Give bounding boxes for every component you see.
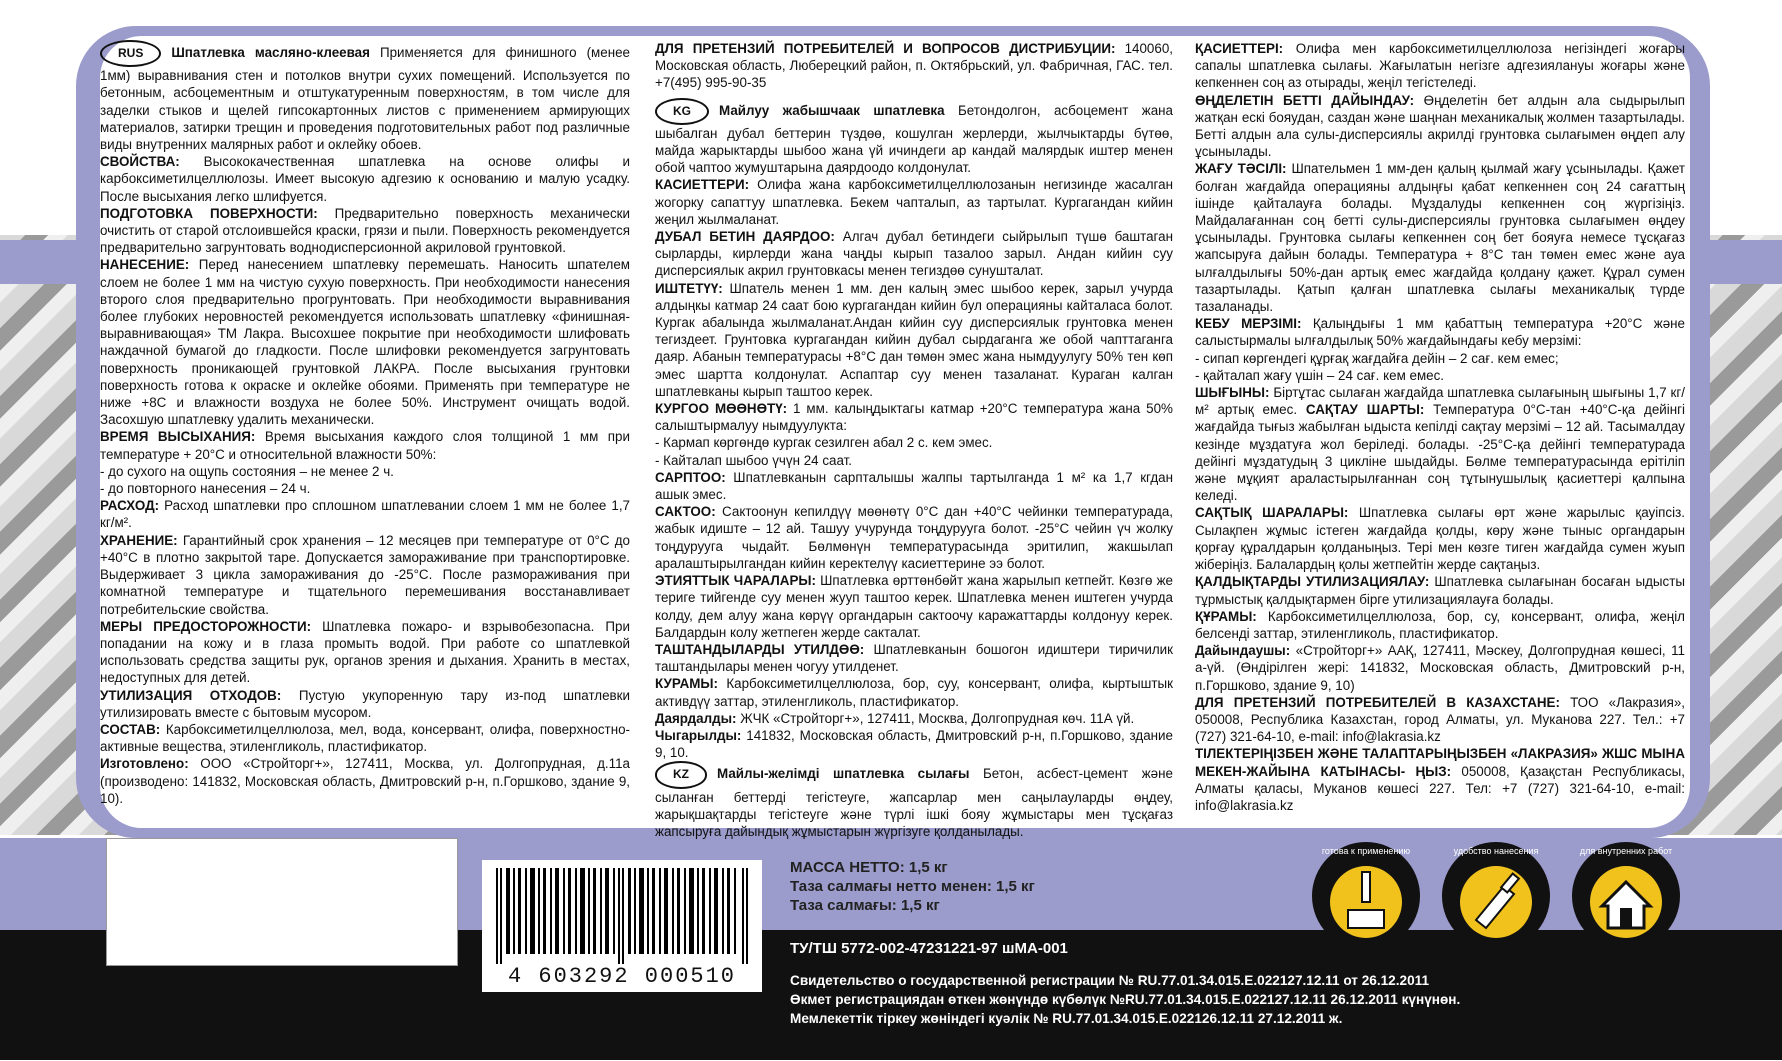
rus-store-text: Гарантийный срок хранения – 12 месяцев при температуре от 0°С до +40°С в плотно закрытой таре. Допускается замораживание при транспортировке. Выдерживает 3 цикла замораживания до -25°С. После размораживания при комнатной температуре и тщательного перемешивания восстанавливает потребительские свойства. [100, 532, 630, 617]
kz-title-line [655, 761, 1173, 840]
mass-ru: МАССА НЕТТО: 1,5 кг [790, 859, 948, 876]
kz-dry-heading: КЕБУ МЕРЗІМІ: [1195, 316, 1302, 332]
rus-apply-text: Перед нанесением шпатлевку перемешать. Наносить шпателем слоем не более 1 мм на чистую сухую поверхность. При необходимости нанесения второго слоя предварительно прогрунтовать. При необходимости выравнивания более глубоких неровностей рекомендуется использовать шпатлевку «финишная-выравнивающая» ТМ Лакра. Высохшее покрытие при необходимости шлифовать наждачной бумагой до гладкости. После шлифовки рекомендуется загрунтовать поверхность проникающей грунтовкой ЛАКРА. После высыхания грунтовки поверхность готова к окраске и оклейке обоями. Применять при температуре не ниже +8С и влажности воздуха не более 50%. Инструмент очищать водой. Засохшую шпатлевку удалить механически. [100, 257, 630, 428]
kz-props-text: Олифа мен карбоксиметилцеллюлоза негізіндегі жоғары сапалы шпатлевка сылағы. Жағылатын негізге адгезиялануы жоғары және кепкеннен соң аз отырады, жеңіл тегістеледі. [1195, 41, 1685, 91]
kz-made-text: «Стройторг+» ААҚ, 127411, Мәскеу, Долгопрудная көшесі, 11 а-үй. (Өндірілген жері: 141832, Московская область, Дмитровский р-н, п.Горшково, здание 9, 10) [1195, 643, 1685, 693]
blank-box [106, 838, 458, 966]
kg-intro: Бетондолгон, асбоцемент жана шыбалган дубал беттерин түздөө, кошулган жерлерди, жылчыктарды бүтөө, майда жарыктарды шыбоо жана үй ичиндеги ар кандай малярдык иштер менен обой чаптоо жумуштарына даярдоодо колдонулат. [655, 102, 1173, 176]
col-rus [100, 40, 630, 807]
mass-kg: Таза салмағы нетто менен: 1,5 кг [790, 878, 1035, 895]
kz-prep-heading: ӨҢДЕЛЕТІН БЕТТІ ДАЙЫНДАУ: [1195, 92, 1415, 108]
rus-cons-heading: РАСХОД: [100, 498, 160, 514]
kg-store-text: Сактоонун кепилдүү мөөнөтү 0°С дан +40°С чейинки температурада, жабык идиште – 12 ай. Ташуу учурунда тоңдурууга болот. -25°С чейин үч жолку тоңдурууга чыдайт. Бөлмөнүн температурасында эритилип, жакшылап аралаштырылгандан кийин керектелүү касиеттерине ээ болот. [655, 504, 1173, 571]
rus-made-text: ООО «Стройторг+», 127411, Москва, ул. Долгопрудная, д.11а (производено: 141832, Московская область, Дмитровский р-н, п.Горшково, здание 9, 10). [100, 756, 630, 806]
kg-safe [655, 572, 1173, 641]
kz-comp-text: Карбоксиметилцеллюлоза, бор, су, консервант, олифа, жеңіл белсенді заттар, этиленгликоль, пластификатор. [1195, 608, 1685, 641]
kz-dry [1195, 315, 1685, 349]
kg-props-text: Олифа жана карбоксиметилцеллюлозанын негизинде жасалган жогорку сапаттуу шпатлевка. Бекем чапталып, аз тартылат. Кургагандан кийин жеңил жылмаланат. [655, 177, 1173, 227]
rus-disp-heading: УТИЛИЗАЦИЯ ОТХОДОВ: [100, 687, 282, 703]
kz-safe [1195, 504, 1685, 573]
kz-claims-heading: ДЛЯ ПРЕТЕНЗИЙ ПОТРЕБИТЕЛЕЙ В КАЗАХСТАНЕ: [1195, 694, 1560, 710]
rus-prep-text: Предварительно поверхность механически очистить от старой отслоившейся краски, грязи и пыли. Поверхность рекомендуется предварительно загрунтовать воднодисперсионной акриловой грунтовкой. [100, 205, 630, 256]
kz-disp [1195, 573, 1685, 607]
kz-dry2: - қайталап жағу үшін – 24 сағ. кем емес. [1195, 367, 1445, 383]
rus-comp-heading: СОСТАВ: [100, 721, 161, 737]
rus-prep-heading: ПОДГОТОВКА ПОВЕРХНОСТИ: [100, 205, 318, 221]
rus-prep [100, 205, 630, 257]
kz-comp [1195, 608, 1685, 642]
kg-apply-text: Шпатель менен 1 мм. ден калың эмес шыбоо керек, зарыл учурда алдыңкы катмар 24 саат бою кургагандан кийин бул операцияны кайталаса болот. Кургак абалында жылмаланат.Андан кийин суу дисперсиялык грунтовка менен тегиздеет. Грунтовка кургагандан кийин дубал сырдаганга же обой чапттаганга даяр. Абанын температурасы +8°С дан төмөн эмес жана нымдуулугу 50% тен көп эмес шартта колдонулат. Аспаптар суу менен тазаланат. Кураган калган шпатлевканы кырып таштоо керек. [655, 280, 1173, 399]
barcode [482, 860, 762, 992]
rus-made [100, 755, 630, 807]
kg-props [655, 176, 1173, 228]
kz-props [1195, 40, 1685, 92]
ready-to-use-icon [1310, 840, 1422, 952]
kg-apply [655, 280, 1173, 400]
kz-prep-text: Өңделетін бет алдын ала сыдырылып жатқан ескі бояудан, саздан және шаңнан механикалық жолмен тазартылады. Бетті алдын ала сулы-дисперсиялы акрилді грунтовка сылағымен өңдеп алу ұсынылады. [1195, 92, 1685, 160]
rus-safe [100, 618, 630, 687]
kz-dry-text: Қалыңдығы 1 мм қабаттың температура +20°С және салыстырмалы ылғалдылық 50% жағдайындағы кебу мерзімі: [1195, 316, 1685, 349]
kz-intro: Бетон, асбест-цемент және сыланған беттерді тегістеуге, жапсарлар мен саңылауларды өңдеу, жарықшақтарды тегістеуге және түрлі ішкі бояу жұмыстары мен тұсқағаз жапсыруға дайындық жұмыстарын жүргізуге қолданылады. [655, 766, 1173, 839]
kz-claims2-heading: ТІЛЕКТЕРІҢІЗБЕН ЖӘНЕ ТАЛАПТАРЫҢЫЗБЕН «ЛАКРАЗИЯ» ЖШС МЫНА МЕКЕН-ЖАЙЫНА КАТЫНАСЫ- ҢЫЗ: [1195, 746, 1685, 779]
kg-title-line [655, 98, 1173, 177]
rus-intro: Применяется для финишного (менее 1мм) выравнивания стен и потолков внутри сухих помещений. Используется по бетонным, асбоцементным и отштукатуренным поверхностям, в том числе для заделки стыков и щелей гипсокартонных листов с применением армирующих материалов, затирки трещин и проведения подготовительных работ под различные виды внутренних малярных работ и оклейку обоев. [100, 45, 630, 153]
mass-kz: Таза салмағы: 1,5 кг [790, 897, 940, 914]
rus-safe-text: Шпатлевка пожаро- и взрывобезопасна. При попадании на кожу и в глаза промыть водой. При работе со шпатлевкой использовать средства защиты рук, органов зрения и дыхания. Хранить в местах, недоступных для детей. [100, 618, 630, 686]
kg-made2-heading: Чыгарылды: [655, 727, 742, 743]
barcode-bars-icon [496, 868, 748, 964]
kz-dry1: - сипап көргендегі құрғақ жағдайға дейін – 2 сағ. кем емес; [1195, 350, 1559, 366]
rus-dry-text: Время высыхания каждого слоя толщиной 1 мм при температуре + 20°С и относительной влажности 50%: [100, 429, 630, 462]
rus-props-heading: СВОЙСТВА: [100, 154, 180, 170]
kz-claims [1195, 694, 1685, 746]
rus-comp-text: Карбоксиметилцеллюлоза, мел, вода, консервант, олифа, поверхностно-активные вещества, этиленгликоль, пластификатор. [100, 721, 630, 755]
kg-cons-text: Шпатлевканын сарпталышы жалпы тартылганда 1 м² ка 1,7 кгдан ашык эмес. [655, 469, 1173, 503]
rus-title: Шпатлевка масляно-клеевая [171, 45, 370, 61]
kg-made-text: ЖЧК «Стройторг+», 127411, Москва, Долгопрудная көч. 11А үй. [740, 710, 1135, 726]
kz-store-text: Температура 0°С-тан +40°С-қа дейінгі жағдайда тығыз жабылған ыдыста кепілді сақтау мерзімі – 12 ай. Тасымалдау кезінде мұздатуға жол беріледі. болады. -25°С-қа дейінгі температурада дейінгі мұздатудың 3 цикліне шыдайды. Бөлме температурасында ерітіліп және мұқият араластырылғаннан соң тұтынушылық қасиеттері қалпына келеді. [1195, 402, 1685, 504]
kz-disp-text: Шпатлевка сылағынан босаған ыдысты тұрмыстық қалдықтармен бірге утилизациялауға болады. [1195, 574, 1685, 607]
rus-claims-text: 140060, Московская область, Люберецкий район, п. Октябрьский, ул. Фабричная, ГАС. тел. +7(495) 995-90-35 [655, 41, 1173, 91]
kg-made2 [655, 727, 1173, 761]
kg-made2-text: 141832, Московская область, Дмитровский р-н, п.Горшково, здание 9, 10. [655, 727, 1173, 761]
rus-cons-text: Расход шпатлевки про сплошном шпатлевании слоем 1 мм не более 1,7 кг/м². [100, 498, 630, 531]
kg-prep-heading: ДУБАЛ БЕТИН ДАЯРДОО: [655, 229, 835, 245]
rus-disp [100, 687, 630, 721]
rus-title-line [100, 40, 630, 153]
kg-made-heading: Даярдалды: [655, 710, 737, 726]
kg-comp [655, 675, 1173, 709]
rus-safe-heading: МЕРЫ ПРЕДОСТОРОЖНОСТИ: [100, 618, 312, 634]
kz-apply [1195, 160, 1685, 315]
rus-apply-heading: НАНЕСЕНИЕ: [100, 257, 190, 273]
kg-dry-heading: КУРГОО МӨӨНӨТҮ: [655, 401, 788, 417]
kz-apply-heading: ЖАҒУ ТӘСІЛІ: [1195, 161, 1287, 177]
kg-dry-text: 1 мм. калыңдыктагы катмар +20°С температура жана 50% салыштырмалуу нымдуулукта: [655, 401, 1173, 434]
kz-disp-heading: ҚАЛДЫҚТАРДЫ УТИЛИЗАЦИЯЛАУ: [1195, 574, 1430, 590]
kz-claims2 [1195, 745, 1685, 814]
kg-disp [655, 641, 1173, 675]
rus-cons [100, 497, 630, 531]
kg-title: Майлуу жабышчаак шпатлевка [719, 102, 945, 118]
kg-prep [655, 228, 1173, 280]
kg-prep-text: Алгач дубал бетиндеги сыйрылып түшө баштаган сырларды, кирлерди жана чаңды кырып тазалоо зарыл. Андан кийин суу дисперсиялык акрил грунтовкасы менен тегиздөө сунушталат. [655, 229, 1173, 279]
icon1-label: готова к применению [1321, 846, 1411, 856]
kg-made [655, 710, 1173, 727]
kz-cons-heading: ШЫҒЫНЫ: [1195, 385, 1270, 401]
certificates [790, 971, 1460, 1028]
kg-dry [655, 400, 1173, 434]
rus-props-text: Высококачественная шпатлевка на основе олифы и карбоксиметилцеллюлозы. Имеет высокую адгезию к основанию и малую усадку. После высыхания легко шлифуется. [100, 154, 630, 204]
kg-disp-text: Шпатлевканын бошогон идиштери тиричилик таштандылары менен чогуу утилденет. [655, 641, 1173, 675]
kg-comp-heading: КУРАМЫ: [655, 676, 718, 692]
rus-claims [655, 40, 1173, 92]
rus-store [100, 532, 630, 618]
cert-kg: Өкмет регистрациядан өткен жөнүндө күбөлүк №RU.77.01.34.015.Е.022127.12.11 26.12.2011 күнүнөн. [790, 992, 1461, 1007]
kz-cons-text: Біртұтас сылаған жағдайда шпатлевка сылағының шығыны 1,7 кг/м² артық емес. [1195, 385, 1685, 418]
kg-apply-heading: ИШТЕТҮҮ: [655, 280, 723, 296]
kg-safe-heading: ЭТИЯТТЫК ЧАРАЛАРЫ: [655, 573, 816, 589]
kg-store-heading: САКТОО: [655, 504, 716, 520]
kz-title: Майлы-желімді шпатлевка сылағы [717, 766, 970, 782]
lang-badge-kz: KZ [655, 761, 707, 788]
kz-claims-text: ТОО «Лакразия», 050008, Республика Казахстан, город Алматы, ул. Муканова 227. Тел.: +7 (727) 321-64-10, e-mail: info@lakrasia.kz [1195, 694, 1685, 745]
cert-ru: Свидетельство о государственной регистрации № RU.77.01.34.015.Е.022127.12.11 от 26.12.2011 [790, 973, 1430, 988]
kz-store-heading: САҚТАУ ШАРТЫ: [1305, 402, 1425, 418]
rus-props [100, 153, 630, 205]
col-kg [655, 40, 1173, 840]
kg-props-heading: КАСИЕТТЕРИ: [655, 177, 750, 193]
lang-badge-kg: KG [655, 98, 709, 125]
text-panel [100, 36, 1690, 839]
rus-dry2: - до повторного нанесения – 24 ч. [100, 481, 311, 497]
kz-claims2-text: 050008, Қазақстан Республикасы, Алматы қаласы, Муканов көшесі 227. Тел: +7 (727) 321-64-10, e-mail: info@lakrasia.kz [1195, 763, 1685, 813]
kg-cons [655, 469, 1173, 503]
rus-disp-text: Пустую укупоренную тару из-под шпатлевки утилизировать вместе с бытовым мусором. [100, 687, 630, 720]
indoor-use-icon [1570, 840, 1682, 952]
kg-store [655, 503, 1173, 572]
kz-prep [1195, 92, 1685, 161]
rus-dry-heading: ВРЕМЯ ВЫСЫХАНИЯ: [100, 429, 256, 445]
kg-disp-heading: ТАШТАНДЫЛАРДЫ УТИЛДӨӨ: [655, 641, 865, 657]
cert-kz: Мемлекеттік тіркеу жөніндегі куәлік № RU.77.01.34.015.Е.022126.12.11 27.12.2011 ж. [790, 1011, 1343, 1026]
lang-badge-rus: RUS [100, 40, 161, 67]
kz-comp-heading: ҚҰРАМЫ: [1195, 608, 1257, 624]
rus-made-heading: Изготовлено: [100, 756, 189, 772]
rus-dry1: - до сухого на ощупь состояния – не менее 2 ч. [100, 463, 394, 479]
kz-made [1195, 642, 1685, 694]
icon2-label: удобство нанесения [1453, 846, 1539, 856]
kz-safe-heading: САҚТЫҚ ШАРАЛАРЫ: [1195, 505, 1349, 521]
kg-dry2: - Кайталап шыбоо үчүн 24 саат. [655, 452, 852, 468]
rus-claims-heading: ДЛЯ ПРЕТЕНЗИЙ ПОТРЕБИТЕЛЕЙ И ВОПРОСОВ ДИСТРИБУЦИИ: [655, 41, 1116, 56]
easy-apply-icon [1440, 840, 1552, 952]
kg-comp-text: Карбоксиметилцеллюлоза, бор, суу, консервант, олифа, кыртыштык активдүү заттар, этиленгликоль, пластификатор. [655, 676, 1173, 709]
kg-cons-heading: САРПТОО: [655, 469, 726, 485]
kz-cons [1195, 384, 1685, 504]
kz-made-heading: Дайындаушы: [1195, 643, 1291, 659]
kz-apply-text: Шпательмен 1 мм-ден қалың қылмай жағу ұсынылады. Қажет болған жағдайда операцияны алдыңғы қабат кепкеннен соң 24 сағаттың ішінде қайталауға болады. Мұздалуды кепкеннен соң жүргізіңіз. Майдалағаннан соң бетті сулы-дисперсиялы грунтовка сылағымен өңдеу ұсынылады. Грунтовка сылағы кепкеннен соң бет бояуға немесе тұсқағаз жапсыруға дайын болады. Температура + 8°С тан төмен емес және ауа ылғалдылығы 50%-дан артық емес жағдайда қолдану қажет. Құрал сумен тазартылады. Қатып қалған шпатлевка сылағы механикалық түрде тазаланады. [1195, 161, 1685, 315]
net-mass [790, 858, 1035, 915]
barcode-number: 4 603292 000510 [507, 964, 737, 989]
tu-code: ТУ/ТШ 5772-002-47231221-97 шМА-001 [790, 940, 1068, 957]
rus-store-heading: ХРАНЕНИЕ: [100, 532, 178, 548]
rus-comp [100, 721, 630, 755]
col-kz [1195, 40, 1685, 814]
rus-apply [100, 256, 630, 428]
kg-safe-text: Шпатлевка өрттөнбөйт жана жарылып кетпейт. Көзгө же териге тийгенде суу менен жууп таштоо керек. Шпатлевка менен иштеген учурда колду, дем алуу жана көрүү органдарын сактоочу каражаттарды колдонуу керек. Балдардын колу жетпеген жерде сакталат. [655, 573, 1173, 640]
rus-dry [100, 428, 630, 462]
kz-props-heading: ҚАСИЕТТЕРІ: [1195, 41, 1284, 56]
kz-safe-text: Шпатлевка сылағы өрт және жарылыс қауіпсіз. Сылақпен жұмыс істеген жағдайда қолды, көру және тыныс органдарын қорғау құралдарын қолданыңыз. Тері мен көзге тиген жағдайда сумен жуып жіберіңіз. Балалардың қолы жетпейтін жерде сақтаңыз. [1195, 505, 1685, 573]
icon3-label: для внутренних работ [1579, 846, 1673, 856]
kg-dry1: - Кармап көргөндө кургак сезилген абал 2 с. кем эмес. [655, 435, 993, 451]
